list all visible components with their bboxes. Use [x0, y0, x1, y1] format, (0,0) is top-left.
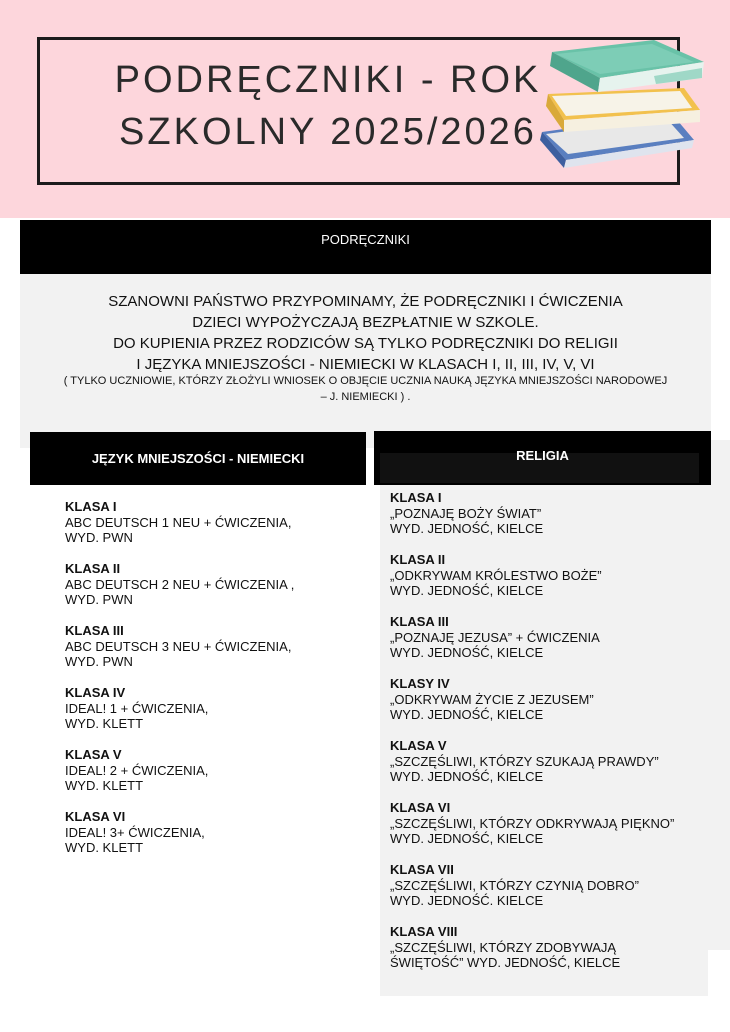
publisher: WYD. KLETT: [65, 840, 144, 855]
info-line: I JĘZYKA MNIEJSZOŚCI - NIEMIECKI W KLASACH I, II, III, IV, V, VI: [136, 356, 595, 373]
publisher: WYD. PWN: [65, 530, 133, 545]
class-label: KLASA IV: [65, 685, 126, 700]
class-label: KLASA II: [65, 561, 121, 576]
german-heading: JĘZYK MNIEJSZOŚCI - NIEMIECKI: [30, 432, 366, 485]
religion-entry: [390, 614, 600, 661]
book-title: „SZCZĘŚLIWI, KTÓRZY SZUKAJĄ PRAWDY”: [390, 753, 659, 769]
title-line-1: PODRĘCZNIKI - ROK: [114, 59, 542, 101]
publisher: WYD. JEDNOŚĆ, KIELCE: [390, 645, 544, 660]
class-label: KLASA I: [65, 499, 117, 514]
info-text: [40, 291, 691, 375]
class-label: KLASA VI: [65, 809, 126, 824]
book-title: „SZCZĘŚLIWI, KTÓRZY ZDOBYWAJĄ: [390, 939, 617, 955]
books-stack-icon: [534, 36, 710, 172]
german-entry: [65, 623, 291, 670]
publisher: WYD. KLETT: [65, 716, 144, 731]
class-label: KLASA III: [65, 623, 124, 638]
book-title: IDEAL! 2 + ĆWICZENIA,: [65, 762, 209, 778]
class-label: KLASA VI: [390, 800, 451, 815]
publisher: WYD. PWN: [65, 654, 133, 669]
publisher: WYD. PWN: [65, 592, 133, 607]
book-title: „POZNAJĘ BOŻY ŚWIAT”: [390, 505, 542, 521]
religion-heading: RELIGIA: [516, 448, 569, 463]
publisher: WYD. JEDNOŚĆ, KIELCE: [390, 769, 544, 784]
publisher: WYD. JEDNOŚĆ, KIELCE: [390, 521, 544, 536]
book-title: ABC DEUTSCH 2 NEU + ĆWICZENIA ,: [65, 576, 295, 592]
info-line: DO KUPIENIA PRZEZ RODZICÓW SĄ TYLKO PODRĘCZNIKI DO RELIGII: [113, 335, 618, 352]
book-title: ABC DEUTSCH 3 NEU + ĆWICZENIA,: [65, 638, 292, 654]
religion-entry: [390, 552, 602, 599]
title-line-2: SZKOLNY 2025/2026: [119, 111, 537, 153]
religion-entry: [390, 862, 639, 909]
book-title: „ODKRYWAM KRÓLESTWO BOŻE”: [390, 567, 602, 583]
religion-heading-bar: [374, 431, 711, 485]
book-title: „POZNAJĘ JEZUSA” + ĆWICZENIA: [390, 629, 600, 645]
publisher: WYD. JEDNOŚĆ, KIELCE: [390, 707, 544, 722]
publisher: ŚWIĘTOŚĆ” WYD. JEDNOŚĆ, KIELCE: [390, 955, 621, 970]
book-title: IDEAL! 1 + ĆWICZENIA,: [65, 700, 209, 716]
religion-entry: [390, 924, 620, 971]
book-title: ABC DEUTSCH 1 NEU + ĆWICZENIA,: [65, 514, 292, 530]
book-title: „ODKRYWAM ŻYCIE Z JEZUSEM”: [390, 691, 594, 707]
publisher: WYD. JEDNOŚĆ, KIELCE: [390, 583, 544, 598]
class-label: KLASA I: [390, 490, 442, 505]
class-label: KLASY IV: [390, 676, 450, 691]
info-note: ( TYLKO UCZNIOWIE, KTÓRZY ZŁOŻYLI WNIOSEK O OBJĘCIE UCZNIA NAUKĄ JĘZYKA MNIEJSZOŚCI NARODOWEJ – J. NIEMIECKI ) .: [63, 375, 668, 403]
german-entry: [65, 685, 208, 732]
info-bar: PODRĘCZNIKI: [20, 220, 711, 274]
religion-entry: [390, 490, 543, 537]
german-entry: [65, 747, 208, 794]
class-label: KLASA V: [390, 738, 447, 753]
header-band: [0, 0, 730, 218]
religion-entry: [390, 676, 594, 723]
class-label: KLASA II: [390, 552, 446, 567]
info-line: SZANOWNI PAŃSTWO PRZYPOMINAMY, ŻE PODRĘCZNIKI I ĆWICZENIA: [108, 293, 623, 310]
book-title: „SZCZĘŚLIWI, KTÓRZY ODKRYWAJĄ PIĘKNO”: [390, 815, 675, 831]
publisher: WYD. JEDNOŚĆ, KIELCE: [390, 831, 544, 846]
german-entry: [65, 561, 294, 608]
german-entry: [65, 809, 205, 856]
publisher: WYD. JEDNOŚĆ. KIELCE: [390, 893, 544, 908]
class-label: KLASA V: [65, 747, 122, 762]
book-title: „SZCZĘŚLIWI, KTÓRZY CZYNIĄ DOBRO”: [390, 877, 639, 893]
info-panel: [20, 220, 711, 448]
religion-entry: [390, 738, 659, 785]
class-label: KLASA III: [390, 614, 449, 629]
religion-entry: [390, 800, 674, 847]
info-line: DZIECI WYPOŻYCZAJĄ BEZPŁATNIE W SZKOLE.: [192, 314, 539, 331]
class-label: KLASA VII: [390, 862, 454, 877]
german-entry: [65, 499, 291, 546]
publisher: WYD. KLETT: [65, 778, 144, 793]
page-title: [98, 54, 558, 158]
book-title: IDEAL! 3+ ĆWICZENIA,: [65, 824, 205, 840]
class-label: KLASA VIII: [390, 924, 458, 939]
